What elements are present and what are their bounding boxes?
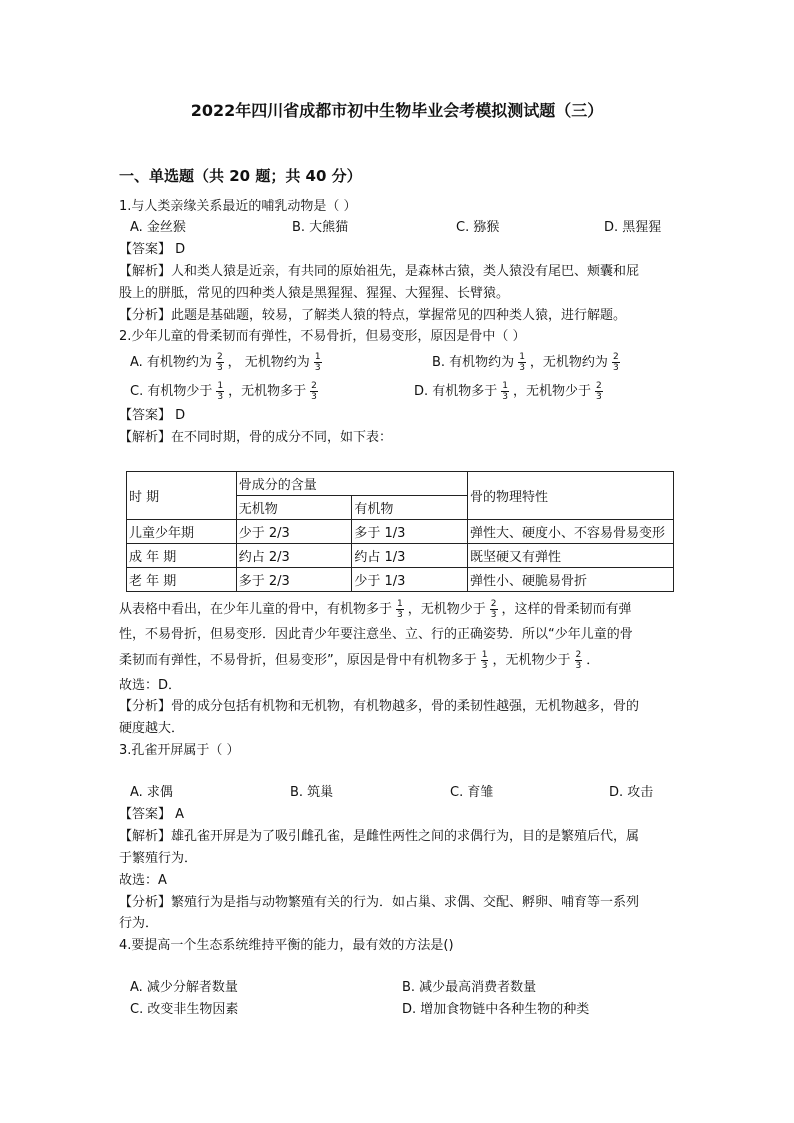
fraction xyxy=(310,381,318,402)
header-organic: 有机物 xyxy=(352,496,468,520)
q2-analysis-line-2: 硬度越大． xyxy=(119,721,185,736)
cell-property: 既坚硬又有弹性 xyxy=(468,544,674,568)
q1-option-b: B. 大熊猫 xyxy=(292,220,349,235)
q4-option-d: D. 增加食物链中各种生物的种类 xyxy=(402,1002,590,1017)
q2-option-b xyxy=(432,352,624,373)
fraction xyxy=(518,352,526,373)
cell-property: 弹性小、硬脆易骨折 xyxy=(468,568,674,592)
q1-explanation-line-1: 【解析】人和类人猿是近亲，有共同的原始祖先，是森林古猿，类人猿没有尾巴、颊囊和屁 xyxy=(119,264,640,279)
fraction xyxy=(481,650,489,671)
fraction xyxy=(216,381,224,402)
fraction-numerator: 1 xyxy=(519,352,525,362)
fraction xyxy=(396,599,404,620)
bone-composition-table xyxy=(126,471,674,592)
fraction-numerator: 1 xyxy=(481,650,488,660)
fraction xyxy=(501,381,509,402)
fraction-numerator: 1 xyxy=(502,381,509,391)
q2-after-table-line-3 xyxy=(119,650,599,671)
q3-option-b: B. 筑巢 xyxy=(290,785,334,800)
fraction-denominator: 3 xyxy=(502,392,509,402)
question-1-stem: 1.与人类亲缘关系最近的哺乳动物是（ ） xyxy=(119,199,357,214)
cell-period: 成 年 期 xyxy=(127,544,237,568)
q3-option-d: D. 攻击 xyxy=(609,785,654,800)
q2-option-c-text-2: ，无机物多于 xyxy=(228,384,307,399)
fraction xyxy=(612,352,620,373)
fraction xyxy=(216,352,224,373)
fraction-denominator: 3 xyxy=(397,610,403,620)
q3-answer: 【答案】 A xyxy=(119,807,185,822)
cell-property: 弹性大、硬度小、不容易骨易变形 xyxy=(468,520,674,544)
q3-option-c: C. 育雏 xyxy=(450,785,494,800)
text-segment: 柔韧而有弹性，不易骨折，但易变形”，原因是骨中有机物多于 xyxy=(119,653,477,668)
cell-inorganic: 约占 2/3 xyxy=(236,544,352,568)
q2-option-a xyxy=(130,352,326,373)
fraction-denominator: 3 xyxy=(575,661,582,671)
cell-period: 老 年 期 xyxy=(127,568,237,592)
q1-option-a: A. 金丝猴 xyxy=(130,220,186,235)
fraction-denominator: 3 xyxy=(612,363,619,373)
q2-explanation: 【解析】在不同时期，骨的成分不同，如下表： xyxy=(119,430,393,445)
cell-organic: 约占 1/3 xyxy=(352,544,468,568)
q2-option-d-text-2: ，无机物少于 xyxy=(513,384,592,399)
cell-period: 儿童少年期 xyxy=(127,520,237,544)
q3-explanation-line-1: 【解析】雄孔雀开屏是为了吸引雌孔雀，是雌性两性之间的求偶行为，目的是繁殖后代，属 xyxy=(119,829,640,844)
q3-choice: 故选：A xyxy=(119,873,167,888)
q3-analysis-line-1: 【分析】繁殖行为是指与动物繁殖有关的行为．如占巢、求偶、交配、孵卵、哺育等一系列 xyxy=(119,895,640,910)
fraction-numerator: 2 xyxy=(311,381,317,391)
fraction xyxy=(595,381,603,402)
q2-analysis-line-1: 【分析】骨的成分包括有机物和无机物，有机物越多，骨的柔韧性越强，无机物越多，骨的 xyxy=(119,699,640,714)
text-segment: ，这样的骨柔韧而有弹 xyxy=(501,602,632,617)
fraction xyxy=(490,599,498,620)
q1-option-c: C. 猕猴 xyxy=(456,220,500,235)
fraction-denominator: 3 xyxy=(216,363,223,373)
q2-option-b-text-2: ，无机物约为 xyxy=(529,355,608,370)
fraction-denominator: 3 xyxy=(314,363,321,373)
q4-option-c: C. 改变非生物因素 xyxy=(130,1002,239,1017)
q1-explanation-line-2: 股上的胼胝，常见的四种类人猿是黑猩猩、猩猩、大猩猩、长臂猿。 xyxy=(119,286,510,301)
fraction-denominator: 3 xyxy=(519,363,525,373)
q2-option-a-text-1: A. 有机物约为 xyxy=(130,355,212,370)
q2-option-d-text-1: D. 有机物多于 xyxy=(414,384,498,399)
q2-after-table-line-1 xyxy=(119,599,632,620)
header-period: 时 期 xyxy=(127,472,237,520)
q2-answer: 【答案】 D xyxy=(119,408,186,423)
fraction-numerator: 1 xyxy=(314,352,321,362)
section-heading: 一、单选题（共 20 题；共 40 分） xyxy=(119,167,362,185)
table-row xyxy=(127,568,674,592)
q3-option-a: A. 求偶 xyxy=(130,785,173,800)
fraction-denominator: 3 xyxy=(311,392,317,402)
fraction xyxy=(314,352,322,373)
fraction xyxy=(575,650,583,671)
fraction-numerator: 2 xyxy=(612,352,619,362)
q2-option-a-text-2: ， 无机物约为 xyxy=(227,355,310,370)
q4-option-b: B. 减少最高消费者数量 xyxy=(402,980,537,995)
fraction-numerator: 2 xyxy=(216,352,223,362)
q1-option-d: D. 黑猩猩 xyxy=(604,220,662,235)
question-4-stem: 4.要提高一个生态系统维持平衡的能力，最有效的方法是() xyxy=(119,938,454,953)
fraction-numerator: 2 xyxy=(575,650,582,660)
q3-analysis-line-2: 行为． xyxy=(119,916,159,931)
cell-organic: 多于 1/3 xyxy=(352,520,468,544)
question-3-stem: 3.孔雀开屏属于（ ） xyxy=(119,743,240,758)
table-row xyxy=(127,520,674,544)
q4-option-a: A. 减少分解者数量 xyxy=(130,980,238,995)
header-physical-property: 骨的物理特性 xyxy=(468,472,674,520)
fraction-denominator: 3 xyxy=(596,392,602,402)
fraction-denominator: 3 xyxy=(490,610,497,620)
q1-analysis: 【分析】此题是基础题，较易，了解类人猿的特点，掌握常见的四种类人猿，进行解题。 xyxy=(119,308,627,323)
text-segment: ，无机物少于 xyxy=(492,653,571,668)
table-row xyxy=(127,544,674,568)
q2-after-table-line-2: 性，不易骨折，但易变形．因此青少年要注意坐、立、行的正确姿势．所以“少年儿童的骨 xyxy=(119,627,633,642)
fraction-denominator: 3 xyxy=(481,661,488,671)
question-2-stem: 2.少年儿童的骨柔韧而有弹性，不易骨折，但易变形，原因是骨中（ ） xyxy=(119,329,526,344)
fraction-numerator: 1 xyxy=(397,599,403,609)
fraction-numerator: 2 xyxy=(596,381,602,391)
q3-explanation-line-2: 于繁殖行为． xyxy=(119,851,198,866)
q2-option-c xyxy=(130,381,322,402)
text-segment: ，无机物少于 xyxy=(407,602,486,617)
fraction-numerator: 2 xyxy=(490,599,497,609)
q2-option-d xyxy=(414,381,607,402)
text-segment: ． xyxy=(586,653,600,668)
cell-inorganic: 少于 2/3 xyxy=(236,520,352,544)
header-bone-content: 骨成分的含量 xyxy=(236,472,467,496)
fraction-denominator: 3 xyxy=(217,392,224,402)
cell-organic: 少于 1/3 xyxy=(352,568,468,592)
header-inorganic: 无机物 xyxy=(236,496,352,520)
q1-answer: 【答案】 D xyxy=(119,242,186,257)
q2-choice: 故选：D． xyxy=(119,678,182,693)
fraction-numerator: 1 xyxy=(217,381,224,391)
q2-option-b-text-1: B. 有机物约为 xyxy=(432,355,515,370)
page-title: 2022年四川省成都市初中生物毕业会考模拟测试题（三） xyxy=(190,101,604,120)
cell-inorganic: 多于 2/3 xyxy=(236,568,352,592)
q2-option-c-text-1: C. 有机物少于 xyxy=(130,384,213,399)
text-segment: 从表格中看出，在少年儿童的骨中，有机物多于 xyxy=(119,602,393,617)
